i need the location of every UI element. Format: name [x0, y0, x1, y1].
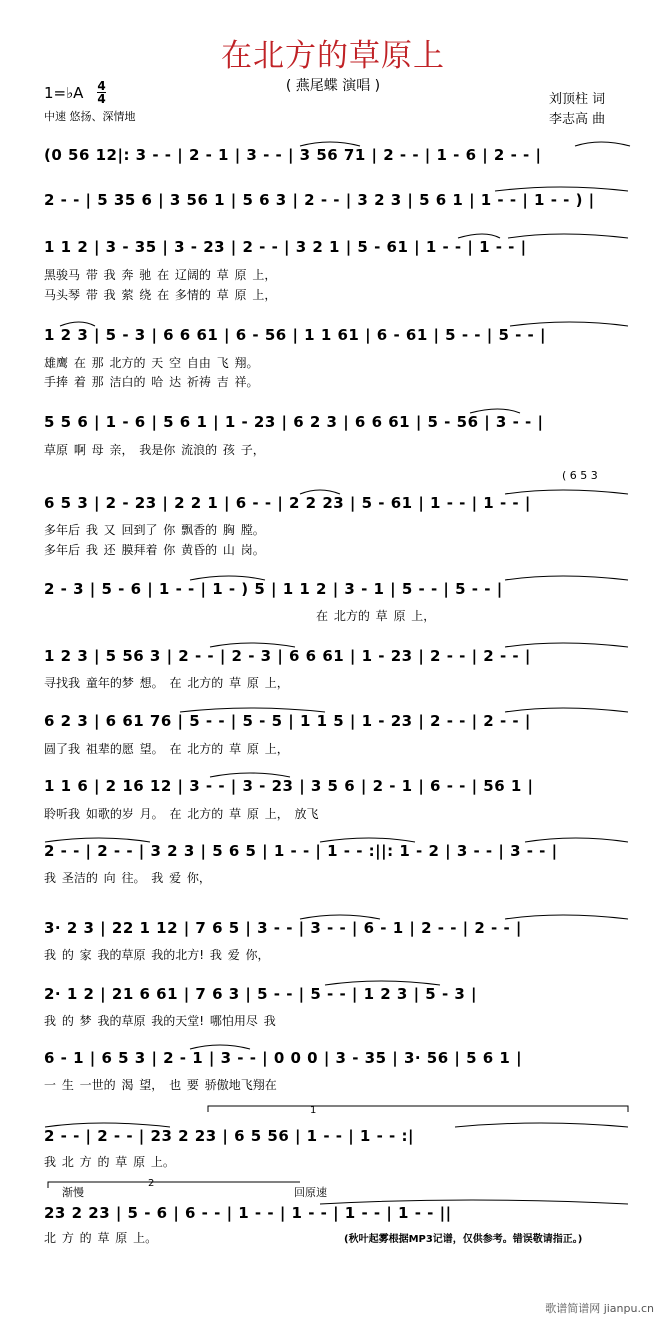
tempo-marking: 中速 悠扬、深情地 — [44, 110, 136, 123]
score-line-12: 3· 2 3 | 22 1 12 | 7 6 5 | 3 - - | 3 - - | 6 - 1 | 2 - - | 2 - - | — [44, 919, 522, 937]
lyric-6a: 多年后 我 又 回到了 你 飘香的 胸 膛。 — [44, 523, 265, 537]
pickup-notes: ( 6 5 3 — [562, 469, 598, 482]
composer-credit: 李志高 曲 — [549, 112, 606, 127]
lyric-4b: 手捧 着 那 洁白的 哈 达 祈祷 吉 祥。 — [44, 375, 259, 389]
lyric-10: 聆听我 如歌的岁 月。 在 北方的 草 原 上， 放飞 — [44, 807, 319, 821]
performer-subtitle: ( 燕尾蝶 演唱 ) — [285, 78, 381, 94]
score-line-6: 6 5 3 | 2 - 23 | 2 2 1 | 6 - - | 2 2 23 | 5 - 61 | 1 - - | 1 - - | — [44, 494, 531, 512]
lyric-12: 我 的 家 我的草原 我的北方! 我 爱 你， — [44, 948, 270, 962]
lyric-4a: 雄鹰 在 那 北方的 天 空 自由 飞 翔。 — [44, 356, 259, 370]
volta-2-label: 2 — [148, 1178, 155, 1189]
song-title: 在北方的草原上 — [221, 38, 445, 74]
lyric-3b: 马头琴 带 我 萦 绕 在 多情的 草 原 上， — [44, 288, 277, 302]
lyric-9: 圆了我 祖辈的愿 望。 在 北方的 草 原 上， — [44, 742, 289, 756]
lyric-16: 北 方 的 草 原 上。 — [44, 1231, 158, 1245]
score-line-7: 2 - 3 | 5 - 6 | 1 - - | 1 - ) 5 | 1 1 2 | 3 - 1 | 5 - - | 5 - - | — [44, 580, 503, 598]
lyric-7: 在 北方的 草 原 上， — [316, 609, 436, 623]
score-line-4: 1 2 3 | 5 - 3 | 6 6 61 | 6 - 56 | 1 1 61 | 6 - 61 | 5 - - | 5 - - | — [44, 326, 546, 344]
lyric-8: 寻找我 童年的梦 想。 在 北方的 草 原 上， — [44, 676, 289, 690]
score-line-10: 1 1 6 | 2 16 12 | 3 - - | 3 - 23 | 3 5 6 | 2 - 1 | 6 - - | 56 1 | — [44, 777, 534, 795]
time-signature — [97, 80, 106, 105]
score-line-11: 2 - - | 2 - - | 3 2 3 | 5 6 5 | 1 - - | 1 - - :||: 1 - 2 | 3 - - | 3 - - | — [44, 842, 558, 860]
score-line-3: 1 1 2 | 3 - 35 | 3 - 23 | 2 - - | 3 2 1 | 5 - 61 | 1 - - | 1 - - | — [44, 238, 527, 256]
lyric-6b: 多年后 我 还 膜拜着 你 黄昏的 山 岗。 — [44, 543, 265, 557]
tempo-return-marking: 回原速 — [294, 1186, 327, 1199]
score-line-15: 2 - - | 2 - - | 23 2 23 | 6 5 56 | 1 - - | 1 - - :| — [44, 1127, 414, 1145]
transcription-note: (秋叶起雾根据MP3记谱，仅供参考。错误敬请指正。) — [344, 1234, 583, 1245]
lyric-14: 一 生 一世的 渴 望， 也 要 骄傲地飞翔在 — [44, 1078, 277, 1092]
volta-1-label: 1 — [310, 1105, 317, 1116]
score-line-2: 2 - - | 5 35 6 | 3 56 1 | 5 6 3 | 2 - - | 3 2 3 | 5 6 1 | 1 - - | 1 - - ) | — [44, 191, 595, 209]
key-signature: 1=♭A — [44, 84, 84, 102]
score-line-13: 2· 1 2 | 21 6 61 | 7 6 3 | 5 - - | 5 - - | 1 2 3 | 5 - 3 | — [44, 985, 478, 1003]
lyric-15: 我 北 方 的 草 原 上。 — [44, 1155, 175, 1169]
lyricist-credit: 刘顶柱 词 — [549, 92, 606, 107]
score-line-16: 23 2 23 | 5 - 6 | 6 - - | 1 - - | 1 - - | 1 - - | 1 - - || — [44, 1204, 452, 1222]
score-line-14: 6 - 1 | 6 5 3 | 2 - 1 | 3 - - | 0 0 0 | 3 - 35 | 3· 56 | 5 6 1 | — [44, 1049, 523, 1067]
score-line-9: 6 2 3 | 6 61 76 | 5 - - | 5 - 5 | 1 1 5 | 1 - 23 | 2 - - | 2 - - | — [44, 712, 531, 730]
lyric-3a: 黑骏马 带 我 奔 驰 在 辽阔的 草 原 上， — [44, 268, 277, 282]
score-line-5: 5 5 6 | 1 - 6 | 5 6 1 | 1 - 23 | 6 2 3 | 6 6 61 | 5 - 56 | 3 - - | — [44, 413, 544, 431]
lyric-5: 草原 啊 母 亲， 我是你 流浪的 孩 子， — [44, 443, 265, 457]
lyric-11: 我 圣洁的 向 往。 我 爱 你， — [44, 871, 211, 885]
score-line-8: 1 2 3 | 5 56 3 | 2 - - | 2 - 3 | 6 6 61 | 1 - 23 | 2 - - | 2 - - | — [44, 647, 531, 665]
time-signature-bottom: 4 — [97, 92, 106, 106]
time-signature-top: 4 — [97, 79, 106, 93]
tempo-slow-marking: 渐慢 — [62, 1186, 84, 1199]
site-watermark: 歌谱简谱网 jianpu.cn — [545, 1302, 654, 1315]
lyric-13: 我 的 梦 我的草原 我的天堂! 哪怕用尽 我 — [44, 1014, 276, 1028]
score-line-1: (0 56 12|: 3 - - | 2 - 1 | 3 - - | 3 56 71 | 2 - - | 1 - 6 | 2 - - | — [44, 146, 542, 164]
